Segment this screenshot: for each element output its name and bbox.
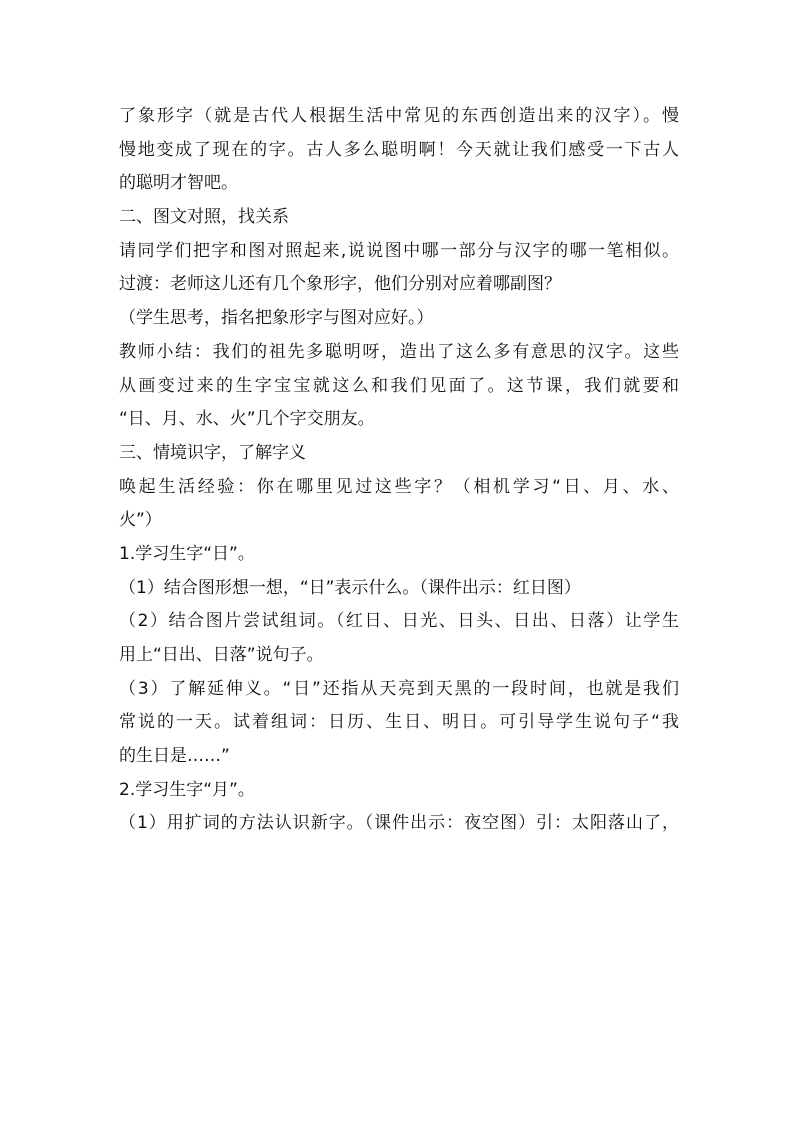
paragraph-line: （1）用扩词的方法认识新字。（课件出示：夜空图）引：太阳落山了， <box>119 813 679 834</box>
paragraph-line: （2）结合图片尝试组词。（红日、日光、日头、日出、日落）让学生 <box>119 611 679 632</box>
paragraph-line: （学生思考，指名把象形字与图对应好。） <box>119 308 434 329</box>
paragraph-line: 的生日是……” <box>119 746 230 767</box>
paragraph-line: 火”） <box>119 510 162 531</box>
paragraph-line: 唤起生活经验：你在哪里见过这些字？（相机学习“日、月、水、 <box>119 476 679 497</box>
paragraph-line: “日、月、水、火”几个字交朋友。 <box>119 409 375 430</box>
section-heading: 三、情境识字，了解字义 <box>119 442 306 463</box>
paragraph-line: 了象形字（就是古代人根据生活中常见的东西创造出来的汉字）。慢 <box>119 106 679 126</box>
paragraph-line: （3）了解延伸义。“日”还指从天亮到天黑的一段时间，也就是我们 <box>119 678 679 699</box>
paragraph-line: 用上“日出、日落”说句子。 <box>119 645 324 665</box>
paragraph-line: 请同学们把字和图对照起来,说说图中哪一部分与汉字的哪一笔相似。 <box>119 240 679 261</box>
paragraph-line: 过渡：老师这儿还有几个象形字，他们分别对应着哪副图？ <box>119 274 561 295</box>
paragraph-line: 常说的一天。试着组词：日历、生日、明日。可引导学生说句子“我 <box>119 712 679 733</box>
subsection-heading: 1.学习生字“日”。 <box>119 543 255 564</box>
paragraph-line: 从画变过来的生字宝宝就这么和我们见面了。这节课，我们就要和 <box>119 375 679 396</box>
section-heading: 二、图文对照，找关系 <box>119 207 289 228</box>
paragraph-line: （1）结合图形想一想，“日”表示什么。（课件出示：红日图） <box>119 577 581 598</box>
paragraph-line: 慢地变成了现在的字。古人多么聪明啊！今天就让我们感受一下古人 <box>119 139 679 160</box>
subsection-heading: 2.学习生字“月”。 <box>119 779 255 800</box>
paragraph-line: 的聪明才智吧。 <box>119 173 238 194</box>
document-body <box>119 100 679 841</box>
paragraph-line: 教师小结：我们的祖先多聪明呀，造出了这么多有意思的汉字。这些 <box>119 341 679 362</box>
